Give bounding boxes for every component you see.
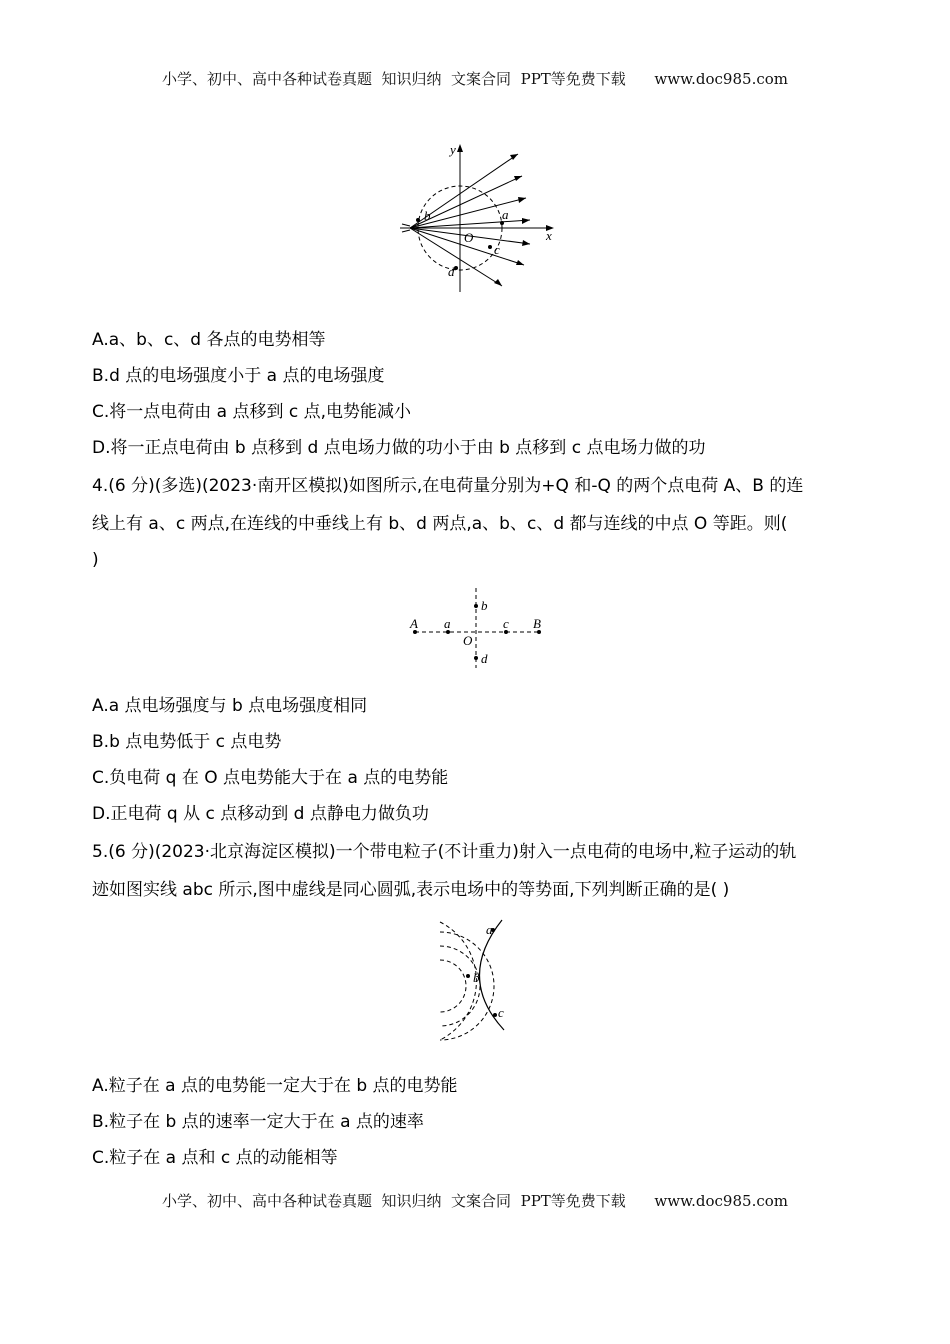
q5-option-b: B.粒子在 b 点的速率一定大于在 a 点的速率 (92, 1112, 424, 1132)
q5-option-a: A.粒子在 a 点的电势能一定大于在 b 点的电势能 (92, 1076, 458, 1096)
q5-stem-line1: 5.(6 分)(2023·北京海淀区模拟)一个带电粒子(不计重力)射入一点电荷的电场中,粒子运动的轨 (92, 842, 797, 862)
label-A: A (410, 616, 418, 631)
point-b (474, 604, 478, 608)
label-c: c (494, 242, 500, 257)
q3-option-d: D.将一正点电荷由 b 点移到 d 点电场力做的功小于由 b 点移到 c 点电场力做的功 (92, 438, 706, 458)
page-header: 小学、初中、高中各种试卷真题 知识归纳 文案合同 PPT等免费下载 www.doc985.com (161, 70, 788, 88)
trajectory-figure (430, 916, 530, 1044)
page-footer: 小学、初中、高中各种试卷真题 知识归纳 文案合同 PPT等免费下载 www.doc985.com (161, 1192, 788, 1210)
q4-stem-line2: 线上有 a、c 两点,在连线的中垂线上有 b、d 两点,a、b、c、d 都与连线的中点 O 等距。则( (92, 514, 788, 534)
label-a: a (502, 207, 509, 222)
label-O: O (463, 633, 473, 648)
label-c: c (498, 1005, 504, 1020)
q4-option-b: B.b 点电势低于 c 点电势 (92, 732, 282, 752)
point-d (474, 656, 478, 660)
point-d (454, 266, 458, 270)
q4-option-c: C.负电荷 q 在 O 点电势能大于在 a 点的电势能 (92, 768, 449, 788)
q4-option-a: A.a 点电场强度与 b 点电场强度相同 (92, 696, 368, 716)
q3-option-b: B.d 点的电场强度小于 a 点的电场强度 (92, 366, 385, 386)
label-O: O (464, 230, 474, 245)
point-c (488, 245, 492, 249)
q3-option-c: C.将一点电荷由 a 点移到 c 点,电势能减小 (92, 402, 412, 422)
label-b: b (473, 970, 480, 985)
label-b: b (424, 208, 431, 223)
label-a: a (444, 616, 451, 631)
point-c (493, 1013, 497, 1017)
point-b (416, 218, 420, 222)
q5-stem-line2: 迹如图实线 abc 所示,图中虚线是同心圆弧,表示电场中的等势面,下列判断正确的是( ) (92, 880, 730, 900)
label-d: d (448, 264, 455, 279)
field-lines-figure (390, 140, 565, 300)
label-c: c (503, 616, 509, 631)
label-x: x (546, 228, 552, 243)
equipotential-arcs (440, 922, 494, 1040)
label-B: B (533, 616, 541, 631)
dipole-figure (405, 584, 550, 672)
label-a: a (486, 922, 493, 937)
label-b: b (481, 598, 488, 613)
q3-option-a: A.a、b、c、d 各点的电势相等 (92, 330, 326, 350)
point-b (466, 974, 470, 978)
q4-stem-line3: ) (92, 550, 99, 570)
q4-option-d: D.正电荷 q 从 c 点移动到 d 点静电力做负功 (92, 804, 429, 824)
q5-option-c: C.粒子在 a 点和 c 点的动能相等 (92, 1148, 338, 1168)
label-d: d (481, 651, 488, 666)
q4-stem-line1: 4.(6 分)(多选)(2023·南开区模拟)如图所示,在电荷量分别为+Q 和-Q 的两个点电荷 A、B 的连 (92, 476, 804, 496)
label-y: y (450, 142, 456, 157)
